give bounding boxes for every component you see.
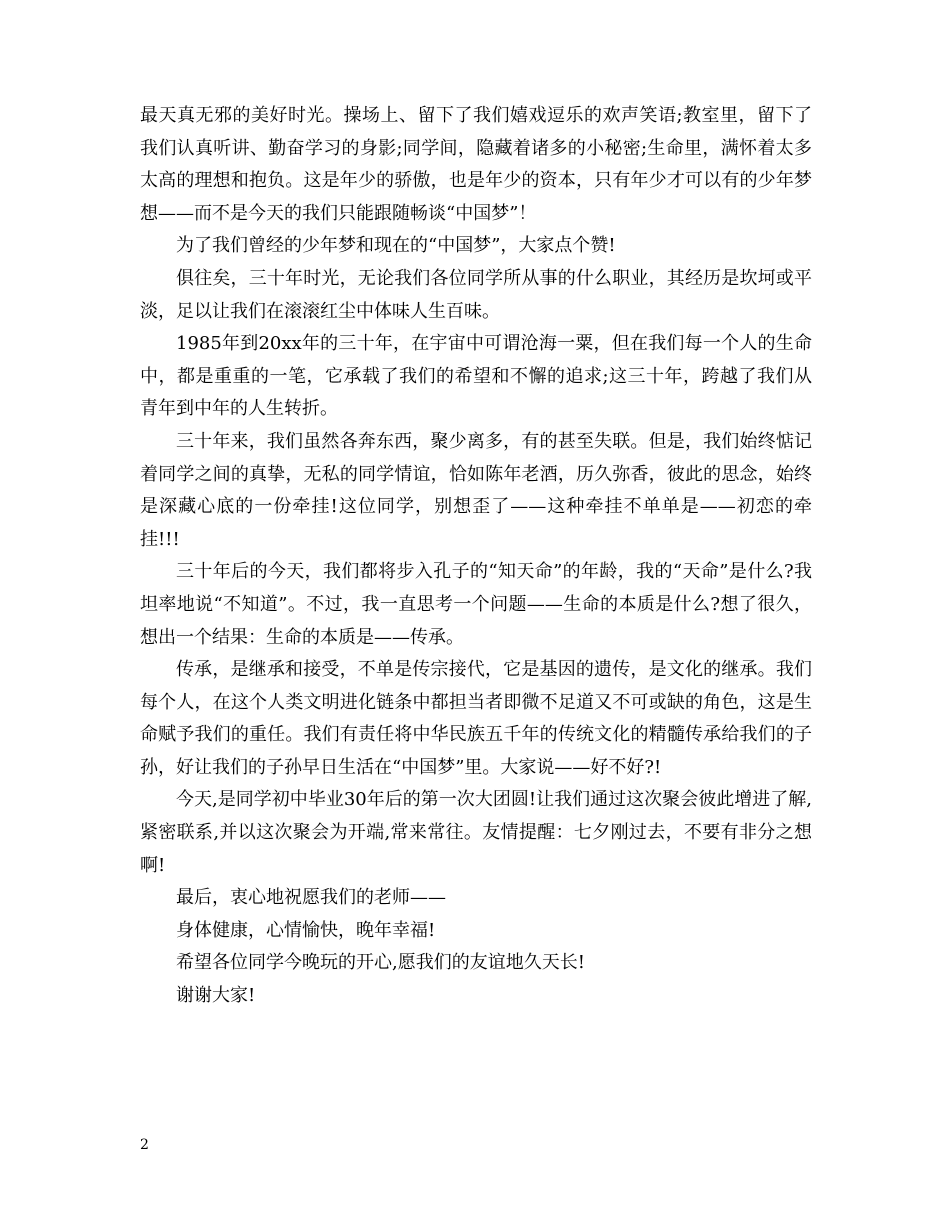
body-text bbox=[140, 100, 812, 1013]
paragraph-1: 最天真无邪的美好时光。操场上、留下了我们嬉戏逗乐的欢声笑语;教室里，留下了我们认真听讲、勤奋学习的身影;同学间，隐藏着诸多的小秘密;生命里，满怀着太多太高的理想和抱负。这是年少的骄傲，也是年少的资本，只有年少才可以有的少年梦想——而不是今天的我们只能跟随畅谈“中国梦”！ bbox=[140, 105, 812, 224]
paragraph-5: 三十年来，我们虽然各奔东西，聚少离多，有的甚至失联。但是，我们始终惦记着同学之间的真挚，无私的同学情谊，恰如陈年老酒，历久弥香，彼此的思念，始终是深藏心底的一份牵挂!这位同学，别想歪了——这种牵挂不单单是——初恋的牵挂!!! bbox=[140, 430, 812, 550]
paragraph-6: 三十年后的今天，我们都将步入孔子的“知天命”的年龄，我的“天命”是什么?我坦率地说“不知道”。不过，我一直思考一个问题——生命的本质是什么?想了很久，想出一个结果：生命的本质是——传承。 bbox=[140, 561, 812, 648]
paragraph-4: 1985年到20xx年的三十年，在宇宙中可谓沧海一粟，但在我们每一个人的生命中，都是重重的一笔，它承载了我们的希望和不懈的追求;这三十年，跨越了我们从青年到中年的人生转折。 bbox=[140, 333, 812, 420]
paragraph-11: 希望各位同学今晚玩的开心,愿我们的友谊地久天长! bbox=[176, 952, 585, 974]
paragraph-8: 今天,是同学初中毕业30年后的第一次大团圆!让我们通过这次聚会彼此增进了解,紧密联系,并以这次聚会为开端,常来常往。友情提醒：七夕刚过去，不要有非分之想啊! bbox=[140, 789, 812, 876]
paragraph-2: 为了我们曾经的少年梦和现在的“中国梦”，大家点个赞! bbox=[176, 235, 616, 257]
paragraph-3: 俱往矣，三十年时光，无论我们各位同学所从事的什么职业，其经历是坎坷或平淡，足以让我们在滚滚红尘中体味人生百味。 bbox=[140, 267, 812, 322]
paragraph-9: 最后，衷心地祝愿我们的老师—— bbox=[176, 887, 446, 909]
paragraph-12: 谢谢大家! bbox=[176, 985, 256, 1007]
paragraph-7: 传承，是继承和接受，不单是传宗接代，它是基因的遗传，是文化的继承。我们每个人，在这个人类文明进化链条中都担当者即微不足道又不可或缺的角色，这是生命赋予我们的重任。我们有责任将中华民族五千年的传统文化的精髓传承给我们的子孙，好让我们的子孙早日生活在“中国梦”里。大家说——好不好?! bbox=[140, 659, 812, 778]
page-number: 2 bbox=[140, 1137, 149, 1153]
paragraph-10: 身体健康，心情愉快，晚年幸福! bbox=[176, 919, 436, 941]
